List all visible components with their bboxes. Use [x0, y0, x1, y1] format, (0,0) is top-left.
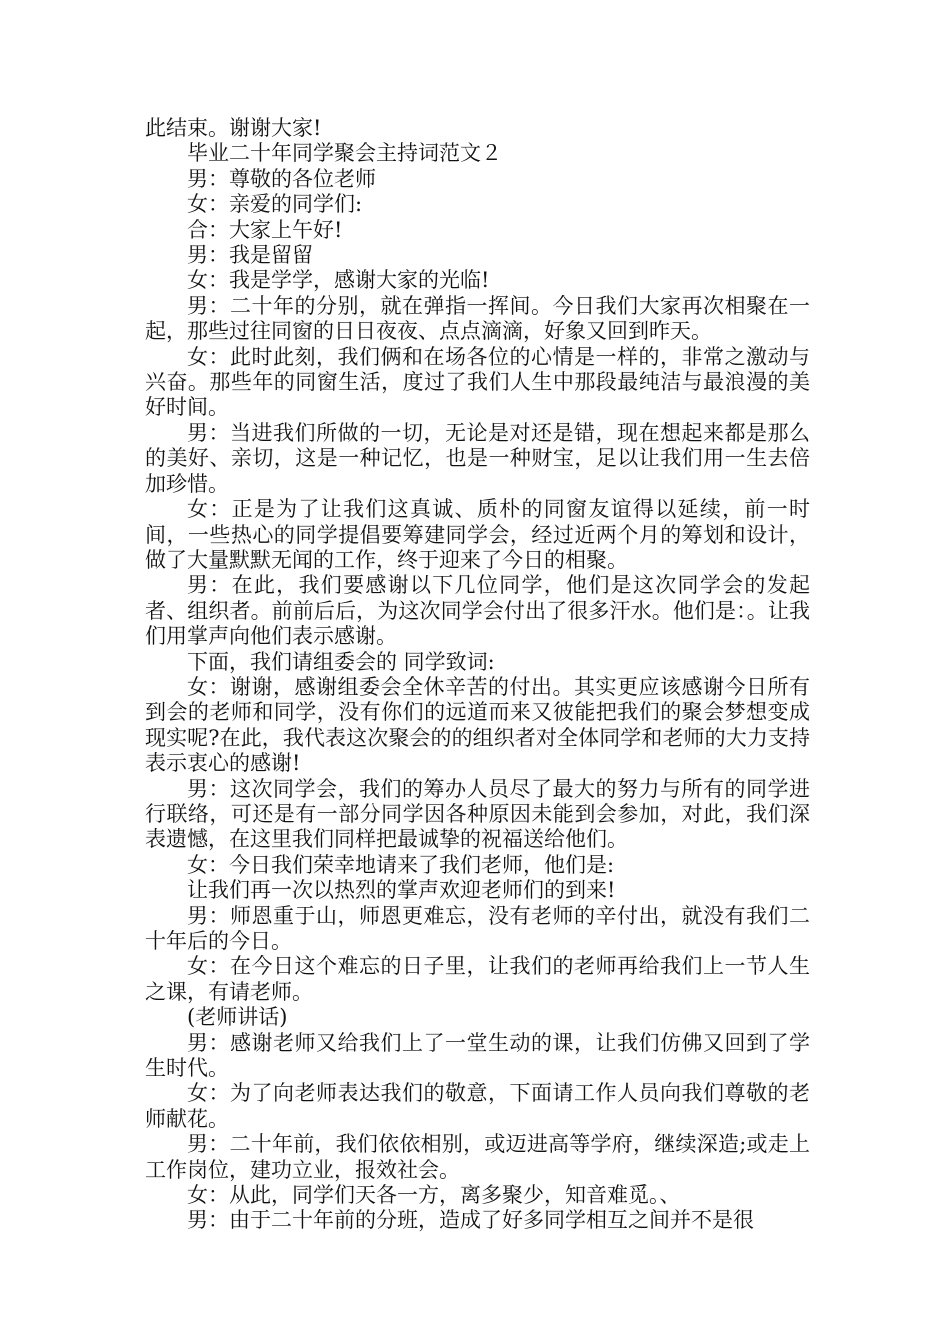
paragraph: 女：今日我们荣幸地请来了我们老师，他们是: — [187, 852, 615, 877]
paragraph: 男：我是留留 — [187, 243, 313, 268]
paragraph: 男：二十年的分别，就在弹指一挥间。今日我们大家再次相聚在一起，那些过往同窗的日日夜夜、点点滴滴，好象又回到昨天。 — [145, 293, 810, 344]
paragraph: 女：在今日这个难忘的日子里，让我们的老师再给我们上一节人生之课，有请老师。 — [145, 954, 810, 1004]
paragraph: 男：在此，我们要感谢以下几位同学，他们是这次同学会的发起者、组织者。前前后后，为这次同学会付出了很多汗水。他们是：。让我们用掌声向他们表示感谢。 — [145, 573, 810, 649]
paragraph: 男：这次同学会，我们的筹办人员尽了最大的努力与所有的同学进行联络，可还是有一部分同学因各种原因未能到会参加，对此，我们深表遗憾，在这里我们同样把最诚挚的祝福送给他们。 — [145, 776, 810, 852]
document-body — [145, 116, 810, 1234]
paragraph: 男：由于二十年前的分班，造成了好多同学相互之间并不是很 — [187, 1208, 754, 1233]
paragraph: 女：亲爱的同学们: — [187, 192, 363, 217]
section-title: 毕业二十年同学聚会主持词范文２ — [187, 141, 502, 166]
paragraph: 女：我是学学，感谢大家的光临! — [187, 268, 490, 293]
paragraph: 女：谢谢，感谢组委会全休辛苦的付出。其实更应该感谢今日所有到会的老师和同学，没有你们的远道而来又彼能把我们的聚会梦想变成现实呢?在此，我代表这次聚会的的组织者对全体同学和老师的大力支持表示衷心的感谢! — [145, 674, 810, 776]
paragraph: 男：当进我们所做的一切，无论是对还是错，现在想起来都是那么的美好、亲切，这是一种记忆，也是一种财宝，足以让我们用一生去倍加珍惜。 — [145, 420, 810, 496]
paragraph: 男：师恩重于山，师恩更难忘，没有老师的辛付出，就没有我们二十年后的今日。 — [145, 903, 810, 953]
paragraph: 男：尊敬的各位老师 — [187, 166, 376, 191]
paragraph: 女：此时此刻，我们俩和在场各位的心情是一样的，非常之激动与兴奋。那些年的同窗生活，度过了我们人生中那段最纯洁与最浪漫的美好时间。 — [145, 344, 810, 420]
paragraph: 女：为了向老师表达我们的敬意，下面请工作人员向我们尊敬的老师献花。 — [145, 1081, 810, 1131]
paragraph: 女：正是为了让我们这真诚、质朴的同窗友谊得以延续，前一时间，一些热心的同学提倡要筹建同学会，经过近两个月的筹划和设计，做了大量默默无闻的工作，终于迎来了今日的相聚。 — [145, 497, 810, 572]
paragraph: 此结束。谢谢大家! — [145, 116, 322, 140]
paragraph: (老师讲话) — [187, 1005, 288, 1030]
paragraph: 合：大家上午好! — [187, 217, 343, 242]
paragraph: 女：从此，同学们天各一方，离多聚少，知音难觅。、 — [187, 1183, 681, 1208]
paragraph: 男：感谢老师又给我们上了一堂生动的课，让我们仿佛又回到了学生时代。 — [145, 1030, 810, 1081]
paragraph: 男：二十年前，我们依依相别，或迈进高等学府，继续深造;或走上工作岗位，建功立业，报效社会。 — [145, 1132, 810, 1182]
paragraph: 下面，我们请组委会的 同学致词: — [187, 649, 495, 674]
paragraph: 让我们再一次以热烈的掌声欢迎老师们的到来! — [187, 878, 616, 903]
